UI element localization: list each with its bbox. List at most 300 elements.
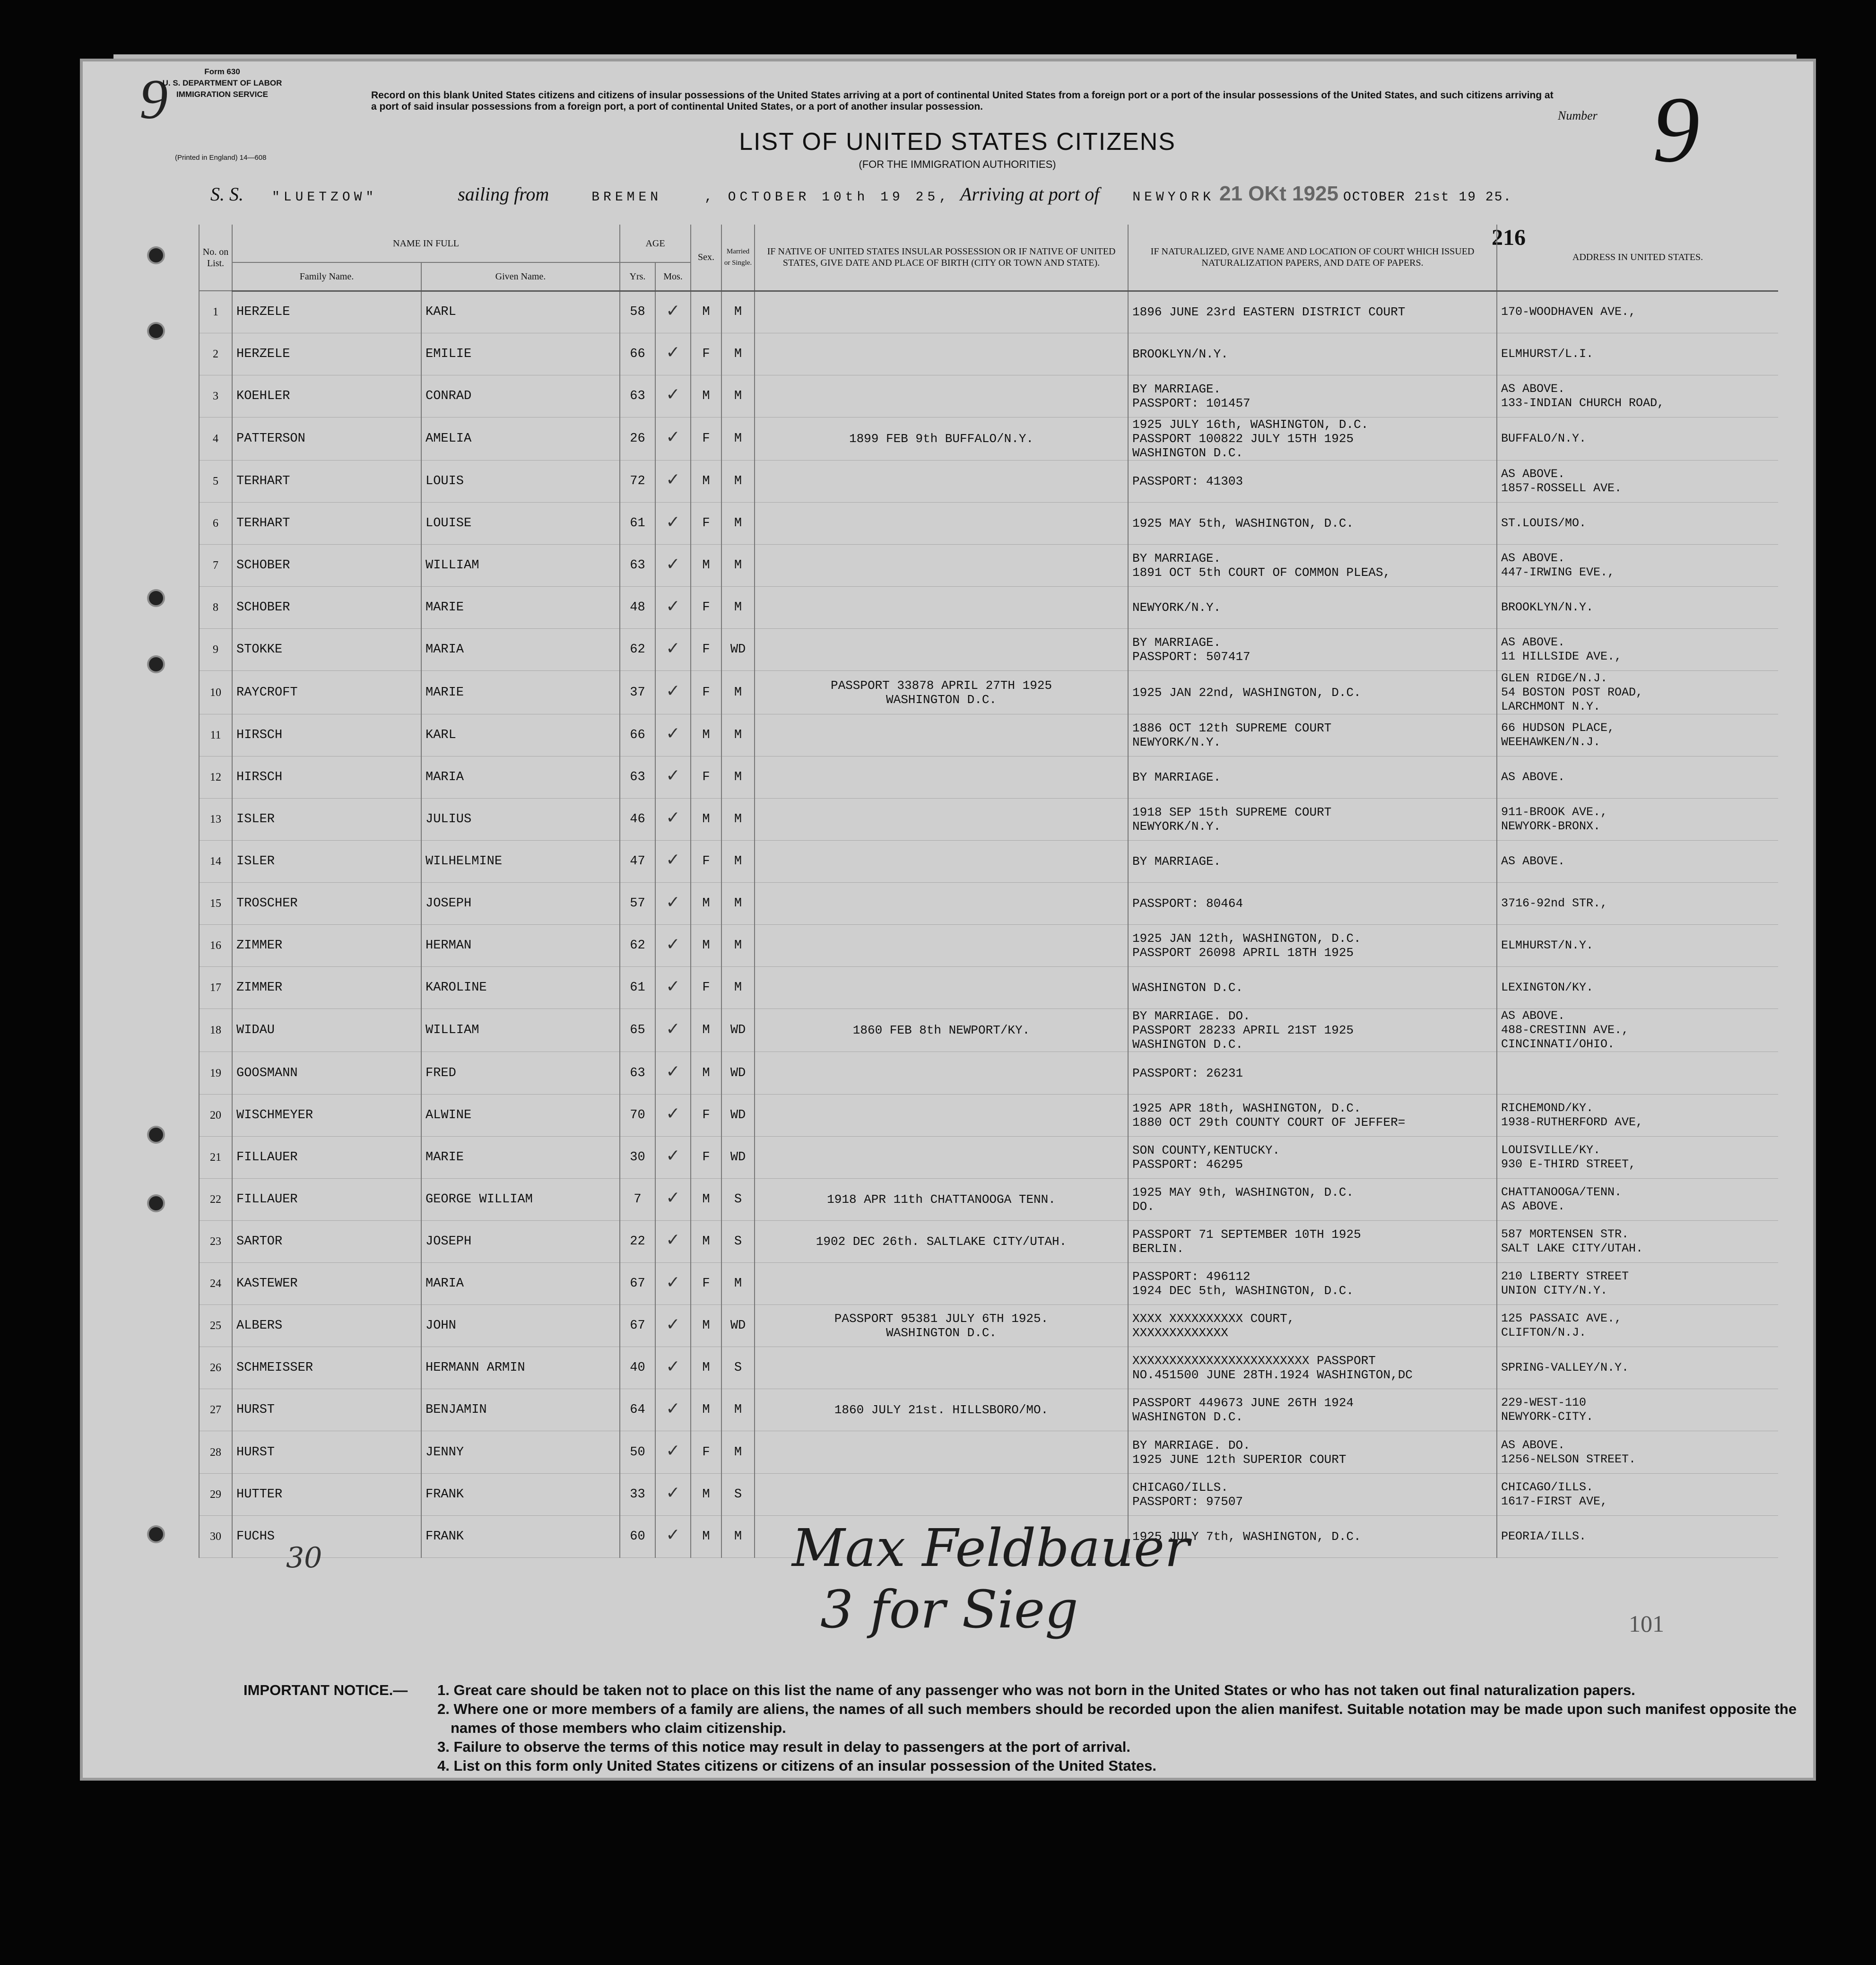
checkmark-icon: ✓ [666,512,680,532]
row-number: 20 [199,1094,232,1136]
naturalization-info: BY MARRIAGE. PASSPORT: 507417 [1128,629,1497,671]
given-name: WILLIAM [421,1009,620,1052]
naturalization-info: SON COUNTY,KENTUCKY. PASSPORT: 46295 [1128,1136,1497,1178]
marital-status: M [721,798,755,840]
marital-status: WD [721,629,755,671]
naturalization-info: 1918 SEP 15th SUPREME COURT NEWYORK/N.Y. [1128,798,1497,840]
checkmark-icon: ✓ [666,681,680,701]
us-address: 210 LIBERTY STREET UNION CITY/N.Y. [1497,1263,1778,1305]
marital-status: M [721,883,755,925]
family-name: HIRSCH [232,714,421,756]
marital-status: M [721,1515,755,1557]
family-name: ZIMMER [232,925,421,967]
signature-first: Max Feldbauer [792,1518,1190,1578]
row-number: 27 [199,1389,232,1431]
birth-info [755,291,1128,333]
col-family-name: Family Name. [232,262,421,291]
given-name: MARIA [421,756,620,798]
naturalization-info: PASSPORT: 80464 [1128,883,1497,925]
given-name: FRANK [421,1473,620,1515]
us-address: AS ABOVE. 1857-ROSSELL AVE. [1497,460,1778,502]
family-name: HUTTER [232,1473,421,1515]
row-number: 24 [199,1263,232,1305]
family-name: TERHART [232,460,421,502]
sex: M [691,1052,721,1094]
given-name: LOUISE [421,503,620,545]
given-name: WILLIAM [421,545,620,587]
page-subtitle: (FOR THE IMMIGRATION AUTHORITIES) [859,158,1056,170]
sex: M [691,460,721,502]
naturalization-info: BY MARRIAGE. [1128,756,1497,798]
table-row [199,417,1778,460]
marital-status: WD [721,1305,755,1347]
naturalization-info: BY MARRIAGE. [1128,840,1497,882]
us-address: LOUISVILLE/KY. 930 E-THIRD STREET, [1497,1136,1778,1178]
sex: M [691,1347,721,1389]
age-years: 40 [620,1347,655,1389]
sex: F [691,756,721,798]
birth-info: PASSPORT 95381 JULY 6TH 1925. WASHINGTON D.C. [755,1305,1128,1347]
checkmark-icon: ✓ [666,554,680,574]
us-address: ELMHURST/N.Y. [1497,925,1778,967]
age-months [655,460,691,502]
age-years: 61 [620,503,655,545]
checkmark-icon: ✓ [666,1525,680,1545]
sex: F [691,333,721,375]
checkmark-icon: ✓ [666,1230,680,1250]
birth-info [755,1136,1128,1178]
us-address: 587 MORTENSEN STR. SALT LAKE CITY/UTAH. [1497,1220,1778,1262]
age-years: 26 [620,417,655,460]
given-name: KARL [421,291,620,333]
sex: F [691,1136,721,1178]
us-address: AS ABOVE. 488-CRESTINN AVE., CINCINNATI/OHIO. [1497,1009,1778,1052]
checkmark-icon: ✓ [666,724,680,744]
naturalization-info: PASSPORT 71 SEPTEMBER 10TH 1925 BERLIN. [1128,1220,1497,1262]
marital-status: M [721,333,755,375]
checkmark-icon: ✓ [666,1019,680,1039]
sex: M [691,1178,721,1220]
birth-info: 1902 DEC 26th. SALTLAKE CITY/UTAH. [755,1220,1128,1262]
table-row [199,503,1778,545]
table-row [199,925,1778,967]
marital-status: M [721,291,755,333]
table-row [199,756,1778,798]
signature-second: 3 for Sieg [820,1579,1078,1640]
passenger-table [199,225,1778,1558]
sex: F [691,629,721,671]
given-name: EMILIE [421,333,620,375]
us-address: 170-WOODHAVEN AVE., [1497,291,1778,333]
family-name: KASTEWER [232,1263,421,1305]
naturalization-info: 1896 JUNE 23rd EASTERN DISTRICT COURT [1128,291,1497,333]
sex: F [691,1263,721,1305]
birth-info [755,375,1128,417]
notice-item: 4. List on this form only United States citizens or citizens of an insular possession of the United States. [437,1757,1156,1774]
col-no: No. on List. [199,225,232,291]
us-address: BUFFALO/N.Y. [1497,417,1778,460]
birth-info [755,333,1128,375]
checkmark-icon: ✓ [666,427,680,447]
row-number: 21 [199,1136,232,1178]
row-number: 9 [199,629,232,671]
age-years: 60 [620,1515,655,1557]
handwritten-count: 30 [286,1541,322,1574]
table-row [199,967,1778,1009]
row-number: 7 [199,545,232,587]
age-months [655,375,691,417]
table-row [199,1473,1778,1515]
sex: M [691,883,721,925]
sex: F [691,967,721,1009]
age-years: 65 [620,1009,655,1052]
naturalization-info: PASSPORT: 26231 [1128,1052,1497,1094]
age-months [655,883,691,925]
checkmark-icon: ✓ [666,470,680,490]
age-years: 57 [620,883,655,925]
marital-status: M [721,1389,755,1431]
us-address: CHATTANOOGA/TENN. AS ABOVE. [1497,1178,1778,1220]
sheet-number: 216 [1492,225,1526,250]
age-months [655,1136,691,1178]
age-months [655,1094,691,1136]
marital-status: M [721,967,755,1009]
age-years: 58 [620,291,655,333]
us-address: 125 PASSAIC AVE., CLIFTON/N.J. [1497,1305,1778,1347]
birth-info [755,460,1128,502]
age-years: 67 [620,1305,655,1347]
checkmark-icon: ✓ [666,1314,680,1334]
sex: M [691,375,721,417]
birth-info [755,629,1128,671]
page-title: LIST OF UNITED STATES CITIZENS [739,128,1176,156]
sex: M [691,1009,721,1052]
table-row [199,629,1778,671]
table-row [199,798,1778,840]
ss-label: S. S. [210,183,243,205]
naturalization-info: BY MARRIAGE. DO. 1925 JUNE 12th SUPERIOR COURT [1128,1431,1497,1473]
age-months [655,1305,691,1347]
birth-info: PASSPORT 33878 APRIL 27TH 1925 WASHINGTON D.C. [755,671,1128,714]
age-months [655,756,691,798]
notice-items [437,1681,1832,1775]
naturalization-info: WASHINGTON D.C. [1128,967,1497,1009]
us-address: 229-WEST-110 NEWYORK-CITY. [1497,1389,1778,1431]
us-address: AS ABOVE. [1497,840,1778,882]
passenger-rows [199,291,1778,1558]
family-name: FUCHS [232,1515,421,1557]
table-row [199,460,1778,502]
table-row [199,1305,1778,1347]
row-number: 6 [199,503,232,545]
age-months [655,1220,691,1262]
checkmark-icon: ✓ [666,1146,680,1166]
age-years: 46 [620,798,655,840]
row-number: 26 [199,1347,232,1389]
punch-hole-icon [149,1527,163,1541]
us-address: ELMHURST/L.I. [1497,333,1778,375]
voyage-line [210,182,1771,206]
marital-status: M [721,460,755,502]
service-name: IMMIGRATION SERVICE [176,90,268,99]
table-row [199,375,1778,417]
sex: M [691,1515,721,1557]
sex: F [691,417,721,460]
age-months [655,1263,691,1305]
us-address: SPRING-VALLEY/N.Y. [1497,1347,1778,1389]
age-years: 70 [620,1094,655,1136]
given-name: BENJAMIN [421,1389,620,1431]
marital-status: M [721,714,755,756]
family-name: STOKKE [232,629,421,671]
sex: M [691,1220,721,1262]
age-years: 66 [620,333,655,375]
birth-info [755,587,1128,629]
sex: M [691,1305,721,1347]
arrival-date: OCTOBER 21st 19 25. [1343,190,1512,205]
naturalization-info: PASSPORT: 41303 [1128,460,1497,502]
checkmark-icon: ✓ [666,934,680,954]
col-yrs: Yrs. [620,262,655,291]
row-number: 10 [199,671,232,714]
sex: M [691,1473,721,1515]
birth-info [755,967,1128,1009]
row-number: 30 [199,1515,232,1557]
birth-info [755,840,1128,882]
marital-status: WD [721,1094,755,1136]
age-years: 47 [620,840,655,882]
marital-status: M [721,587,755,629]
sex: F [691,587,721,629]
family-name: HERZELE [232,291,421,333]
us-address: GLEN RIDGE/N.J. 54 BOSTON POST ROAD, LARCHMONT N.Y. [1497,671,1778,714]
row-number: 17 [199,967,232,1009]
record-instructions: Record on this blank United States citizens and citizens of insular possessions of the United States arriving at a port of continental United States from a foreign port or a port of the insular possessions of the United States, and such citizens arriving at a port of said insular possessions from a foreign port, a port of continental United States, or a port of another insular possession. [371,90,1554,112]
marital-status: M [721,671,755,714]
col-naturalization: IF NATURALIZED, GIVE NAME AND LOCATION OF COURT WHICH ISSUED NATURALIZATION PAPERS, AND DATE OF PAPERS. [1128,225,1497,291]
checkmark-icon: ✓ [666,301,680,321]
list-number: 9 [1652,78,1700,182]
age-years: 72 [620,460,655,502]
birth-info [755,1094,1128,1136]
arrival-port: NEWYORK [1132,190,1215,205]
family-name: TROSCHER [232,883,421,925]
row-number: 1 [199,291,232,333]
family-name: KOEHLER [232,375,421,417]
checkmark-icon: ✓ [666,1356,680,1376]
marital-status: M [721,925,755,967]
birth-info: 1899 FEB 9th BUFFALO/N.Y. [755,417,1128,460]
punch-hole-icon [149,1196,163,1210]
age-years: 33 [620,1473,655,1515]
marital-status: M [721,756,755,798]
naturalization-info: XXXX XXXXXXXXXX COURT, XXXXXXXXXXXXX [1128,1305,1497,1347]
birth-info [755,756,1128,798]
family-name: PATTERSON [232,417,421,460]
marital-status: S [721,1473,755,1515]
birth-info [755,545,1128,587]
table-row [199,1263,1778,1305]
us-address: BROOKLYN/N.Y. [1497,587,1778,629]
age-years: 7 [620,1178,655,1220]
birth-info [755,925,1128,967]
row-number: 8 [199,587,232,629]
age-months [655,417,691,460]
family-name: HIRSCH [232,756,421,798]
sex: M [691,714,721,756]
checkmark-icon: ✓ [666,638,680,658]
table-row [199,587,1778,629]
age-months [655,967,691,1009]
given-name: ALWINE [421,1094,620,1136]
age-months [655,587,691,629]
row-number: 29 [199,1473,232,1515]
row-number: 14 [199,840,232,882]
birth-info [755,1347,1128,1389]
departure-port: BREMEN [591,190,662,205]
family-name: SCHOBER [232,545,421,587]
sex: F [691,671,721,714]
family-name: WISCHMEYER [232,1094,421,1136]
row-number: 16 [199,925,232,967]
printed-note: (Printed in England) 14—608 [175,154,267,162]
given-name: HERMANN ARMIN [421,1347,620,1389]
marital-status: M [721,1263,755,1305]
age-months [655,1389,691,1431]
age-months [655,840,691,882]
age-months [655,629,691,671]
col-address: ADDRESS IN UNITED STATES. [1497,225,1778,291]
col-married: Married or Single. [721,225,755,291]
naturalization-info: 1925 JAN 22nd, WASHINGTON, D.C. [1128,671,1497,714]
us-address: LEXINGTON/KY. [1497,967,1778,1009]
age-months [655,714,691,756]
age-months [655,503,691,545]
form-identifier [128,66,317,100]
row-number: 13 [199,798,232,840]
table-row [199,1009,1778,1052]
important-notice [243,1681,1832,1775]
marital-status: M [721,375,755,417]
age-months [655,545,691,587]
age-months [655,291,691,333]
naturalization-info: BY MARRIAGE. DO. PASSPORT 28233 APRIL 21ST 1925 WASHINGTON D.C. [1128,1009,1497,1052]
checkmark-icon: ✓ [666,596,680,616]
given-name: CONRAD [421,375,620,417]
marital-status: WD [721,1009,755,1052]
marital-status: M [721,1431,755,1473]
table-row [199,545,1778,587]
age-months [655,925,691,967]
age-months [655,1052,691,1094]
page-stamp: 101 [1629,1610,1664,1637]
arrival-stamp: 21 OKt 1925 [1219,182,1338,205]
punch-hole-icon [149,1128,163,1142]
family-name: ZIMMER [232,967,421,1009]
sex: M [691,798,721,840]
naturalization-info: 1886 OCT 12th SUPREME COURT NEWYORK/N.Y. [1128,714,1497,756]
given-name: FRED [421,1052,620,1094]
naturalization-info: BY MARRIAGE. 1891 OCT 5th COURT OF COMMON PLEAS, [1128,545,1497,587]
table-row [199,333,1778,375]
birth-info: 1918 APR 11th CHATTANOOGA TENN. [755,1178,1128,1220]
given-name: LOUIS [421,460,620,502]
us-address: 911-BROOK AVE., NEWYORK-BRONX. [1497,798,1778,840]
ship-name: "LUETZOW" [272,190,378,205]
family-name: ALBERS [232,1305,421,1347]
marital-status: S [721,1347,755,1389]
checkmark-icon: ✓ [666,976,680,996]
row-number: 3 [199,375,232,417]
table-row [199,1136,1778,1178]
punch-hole-icon [149,657,163,671]
sex: F [691,503,721,545]
age-years: 63 [620,756,655,798]
marital-status: M [721,545,755,587]
row-number: 11 [199,714,232,756]
us-address: AS ABOVE. 11 HILLSIDE AVE., [1497,629,1778,671]
age-months [655,1431,691,1473]
sex: M [691,1389,721,1431]
birth-info [755,1473,1128,1515]
form-number: Form 630 [204,67,240,76]
birth-info: 1860 JULY 21st. HILLSBORO/MO. [755,1389,1128,1431]
sex: M [691,925,721,967]
family-name: SARTOR [232,1220,421,1262]
age-years: 67 [620,1263,655,1305]
age-months [655,1473,691,1515]
family-name: FILLAUER [232,1136,421,1178]
col-given-name: Given Name. [421,262,620,291]
family-name: SCHMEISSER [232,1347,421,1389]
us-address: ST.LOUIS/MO. [1497,503,1778,545]
col-name-in-full: NAME IN FULL [232,225,620,262]
checkmark-icon: ✓ [666,850,680,870]
family-name: TERHART [232,503,421,545]
checkmark-icon: ✓ [666,385,680,405]
birth-info [755,1052,1128,1094]
age-years: 64 [620,1389,655,1431]
col-mos: Mos. [655,262,691,291]
punch-hole-icon [149,324,163,338]
notice-lead: IMPORTANT NOTICE.— [243,1682,408,1698]
checkmark-icon: ✓ [666,766,680,786]
naturalization-info: BROOKLYN/N.Y. [1128,333,1497,375]
table-row [199,1389,1778,1431]
birth-info [755,1263,1128,1305]
given-name: JOSEPH [421,1220,620,1262]
us-address: RICHEMOND/KY. 1938-RUTHERFORD AVE, [1497,1094,1778,1136]
given-name: HERMAN [421,925,620,967]
family-name: RAYCROFT [232,671,421,714]
us-address [1497,1052,1778,1094]
age-years: 66 [620,714,655,756]
sex: F [691,1431,721,1473]
number-label: Number [1558,109,1598,122]
col-native-birth: IF NATIVE OF UNITED STATES INSULAR POSSESSION OR IF NATIVE OF UNITED STATES, GIVE DATE AND PLACE OF BIRTH (CITY OR TOWN AND STATE). [755,225,1128,291]
marital-status: M [721,503,755,545]
notice-item: 3. Failure to observe the terms of this notice may result in delay to passengers at the port of arrival. [437,1739,1131,1755]
table-row [199,840,1778,882]
checkmark-icon: ✓ [666,892,680,912]
age-years: 37 [620,671,655,714]
naturalization-info: 1925 MAY 9th, WASHINGTON, D.C. DO. [1128,1178,1497,1220]
age-months [655,333,691,375]
table-row [199,1052,1778,1094]
row-number: 12 [199,756,232,798]
birth-info: 1860 FEB 8th NEWPORT/KY. [755,1009,1128,1052]
punch-hole-icon [149,591,163,605]
